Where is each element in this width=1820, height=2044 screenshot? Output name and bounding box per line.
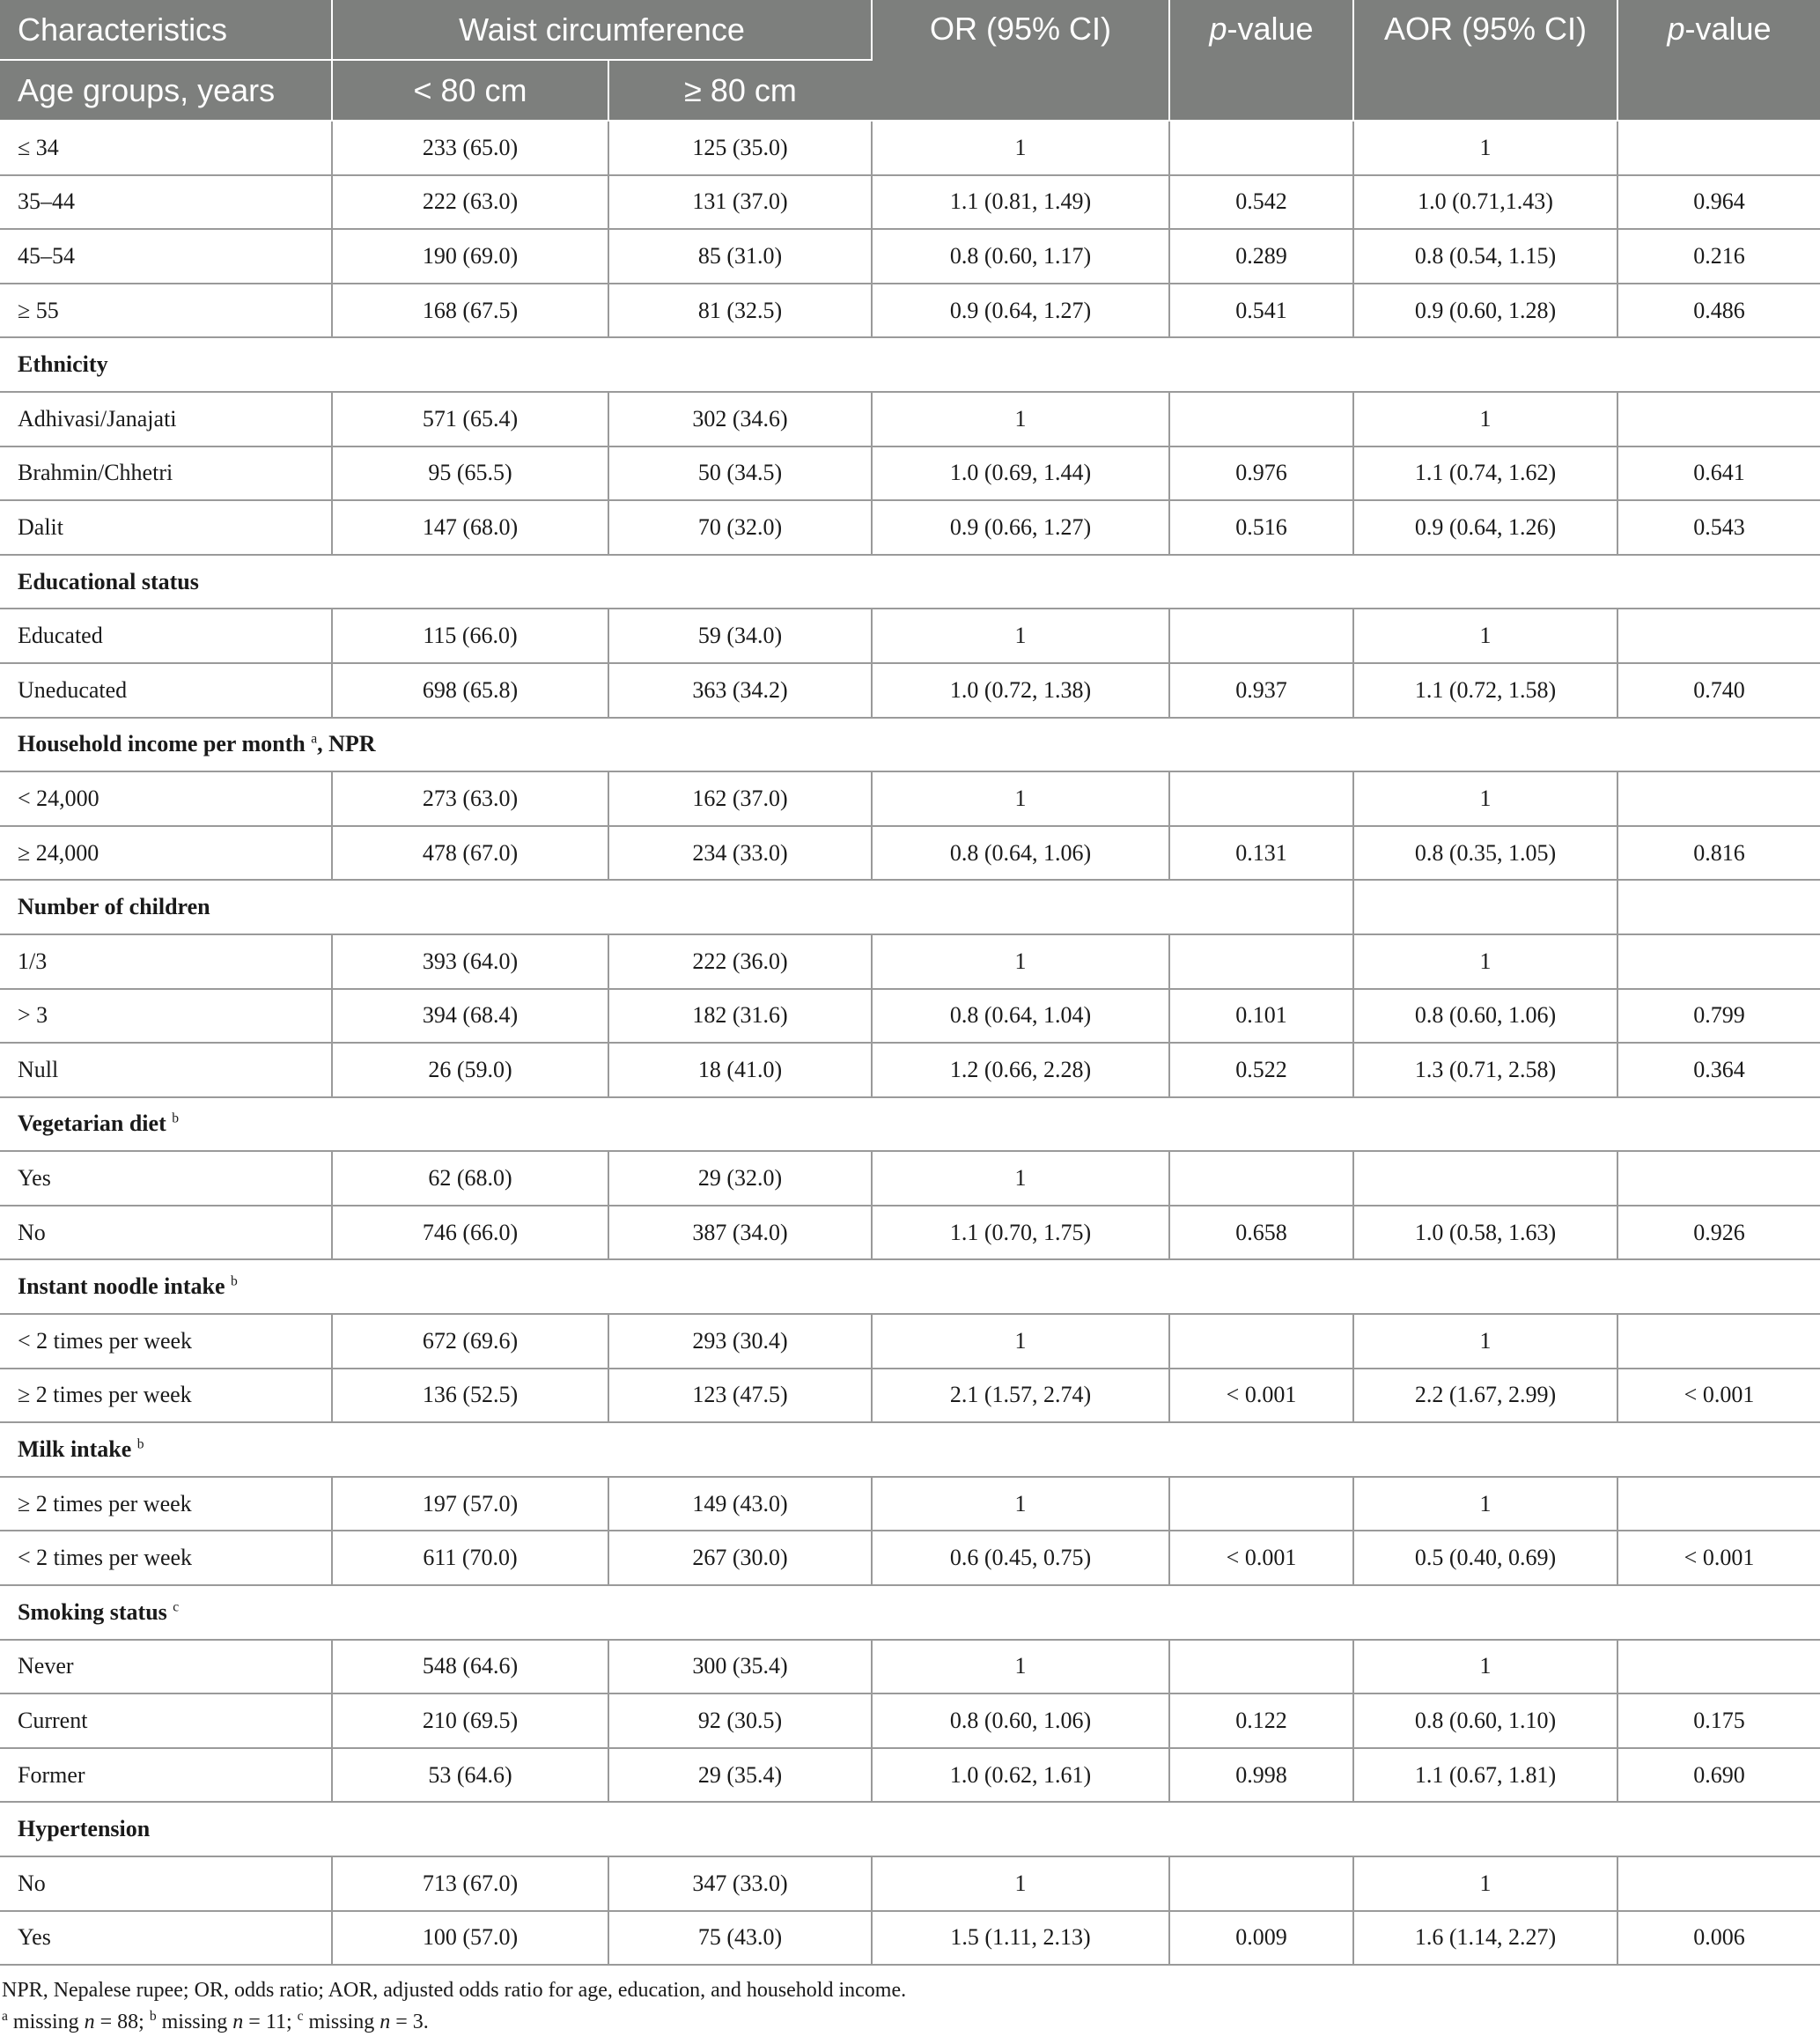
cell-p-value xyxy=(1169,1640,1353,1694)
table-row xyxy=(0,175,1820,230)
cell-lt80: 672 (69.6) xyxy=(332,1314,608,1369)
cell-ge80: 267 (30.0) xyxy=(608,1531,872,1585)
table-row xyxy=(0,1911,1820,1966)
table-row xyxy=(0,989,1820,1044)
cell-lt80: 713 (67.0) xyxy=(332,1856,608,1911)
header-characteristics: Characteristics xyxy=(0,0,332,60)
section-row xyxy=(0,1585,1820,1640)
cell-p-value: 0.289 xyxy=(1169,229,1353,284)
cell-ge80: 59 (34.0) xyxy=(608,609,872,663)
cell-ge80: 18 (41.0) xyxy=(608,1043,872,1097)
section-row xyxy=(0,1422,1820,1477)
row-label: < 2 times per week xyxy=(0,1531,332,1585)
section-row xyxy=(0,1259,1820,1314)
cell-adjusted-p-value xyxy=(1617,1856,1820,1911)
cell-lt80: 571 (65.4) xyxy=(332,392,608,446)
row-label: Educated xyxy=(0,609,332,663)
row-label: ≥ 2 times per week xyxy=(0,1369,332,1423)
cell-aor: 1 xyxy=(1353,1314,1617,1369)
cell-aor: 2.2 (1.67, 2.99) xyxy=(1353,1369,1617,1423)
cell-p-value xyxy=(1169,121,1353,175)
cell-aor xyxy=(1353,1151,1617,1206)
cell-lt80: 548 (64.6) xyxy=(332,1640,608,1694)
table-row xyxy=(0,1748,1820,1803)
cell-or: 0.9 (0.64, 1.27) xyxy=(872,284,1169,338)
cell-ge80: 347 (33.0) xyxy=(608,1856,872,1911)
cell-adjusted-p-value: 0.690 xyxy=(1617,1748,1820,1803)
table-row xyxy=(0,1640,1820,1694)
cell-adjusted-p-value: 0.816 xyxy=(1617,826,1820,881)
cell-p-value: 0.542 xyxy=(1169,175,1353,230)
section-footnote-mark: c xyxy=(173,1599,180,1615)
cell-ge80: 222 (36.0) xyxy=(608,934,872,989)
section-label xyxy=(0,555,1820,609)
cell-p-value xyxy=(1169,1151,1353,1206)
table-row xyxy=(0,1477,1820,1531)
cell-aor: 1.6 (1.14, 2.27) xyxy=(1353,1911,1617,1966)
table-row xyxy=(0,1043,1820,1097)
table-row xyxy=(0,1206,1820,1260)
table-body xyxy=(0,121,1820,1965)
cell-ge80: 29 (32.0) xyxy=(608,1151,872,1206)
table-row xyxy=(0,609,1820,663)
p-suffix: -value xyxy=(1684,11,1772,47)
cell-p-value xyxy=(1169,1314,1353,1369)
cell-lt80: 62 (68.0) xyxy=(332,1151,608,1206)
cell-lt80: 746 (66.0) xyxy=(332,1206,608,1260)
cell-or: 1.0 (0.69, 1.44) xyxy=(872,446,1169,501)
section-label xyxy=(0,1422,1820,1477)
cell-p-value: 0.122 xyxy=(1169,1693,1353,1748)
row-label: 35–44 xyxy=(0,175,332,230)
cell-or: 0.8 (0.64, 1.04) xyxy=(872,989,1169,1044)
section-label-text: Household income per month xyxy=(18,731,306,757)
cell-lt80: 393 (64.0) xyxy=(332,934,608,989)
cell-p-value: 0.101 xyxy=(1169,989,1353,1044)
cell-adjusted-p-value xyxy=(1617,121,1820,175)
table-row xyxy=(0,1856,1820,1911)
header-aor: AOR (95% CI) xyxy=(1353,0,1617,121)
cell-or: 0.8 (0.60, 1.06) xyxy=(872,1693,1169,1748)
cell-aor: 1 xyxy=(1353,1856,1617,1911)
cell-aor: 1.1 (0.67, 1.81) xyxy=(1353,1748,1617,1803)
section-label xyxy=(0,1802,1820,1856)
cell-or: 1 xyxy=(872,392,1169,446)
cell-aor: 1 xyxy=(1353,121,1617,175)
cell-or: 1.0 (0.62, 1.61) xyxy=(872,1748,1169,1803)
cell-lt80: 53 (64.6) xyxy=(332,1748,608,1803)
table-row xyxy=(0,1369,1820,1423)
cell-lt80: 478 (67.0) xyxy=(332,826,608,881)
p-suffix: -value xyxy=(1227,11,1314,47)
header-or: OR (95% CI) xyxy=(872,0,1169,121)
cell-ge80: 293 (30.4) xyxy=(608,1314,872,1369)
cell-or: 0.6 (0.45, 0.75) xyxy=(872,1531,1169,1585)
cell-or: 1.2 (0.66, 2.28) xyxy=(872,1043,1169,1097)
row-label: > 3 xyxy=(0,989,332,1044)
table-row xyxy=(0,934,1820,989)
cell-lt80: 147 (68.0) xyxy=(332,500,608,555)
section-empty-cell xyxy=(1353,880,1617,934)
cell-lt80: 394 (68.4) xyxy=(332,989,608,1044)
cell-p-value xyxy=(1169,934,1353,989)
row-label: ≥ 24,000 xyxy=(0,826,332,881)
row-label: Former xyxy=(0,1748,332,1803)
cell-aor: 0.8 (0.35, 1.05) xyxy=(1353,826,1617,881)
row-label: < 24,000 xyxy=(0,771,332,826)
cell-p-value xyxy=(1169,609,1353,663)
row-label: 45–54 xyxy=(0,229,332,284)
footnote-text: missing xyxy=(156,2011,233,2034)
cell-ge80: 363 (34.2) xyxy=(608,663,872,718)
cell-p-value xyxy=(1169,1477,1353,1531)
cell-adjusted-p-value: < 0.001 xyxy=(1617,1369,1820,1423)
row-label: No xyxy=(0,1206,332,1260)
cell-aor: 0.9 (0.64, 1.26) xyxy=(1353,500,1617,555)
table-row xyxy=(0,284,1820,338)
header-row-1 xyxy=(0,0,1820,60)
cell-adjusted-p-value xyxy=(1617,1640,1820,1694)
cell-adjusted-p-value: 0.543 xyxy=(1617,500,1820,555)
p-italic: p xyxy=(1667,11,1685,47)
table-row xyxy=(0,121,1820,175)
cell-lt80: 115 (66.0) xyxy=(332,609,608,663)
section-label-text: Educational status xyxy=(18,568,199,594)
cell-ge80: 75 (43.0) xyxy=(608,1911,872,1966)
section-row xyxy=(0,337,1820,392)
table-row xyxy=(0,1693,1820,1748)
footnote-n: n xyxy=(379,2011,391,2034)
cell-ge80: 50 (34.5) xyxy=(608,446,872,501)
header-p-value xyxy=(1169,0,1353,121)
footnote-value: = 88; xyxy=(94,2011,150,2034)
header-lt80: < 80 cm xyxy=(332,60,608,121)
section-footnote-mark: b xyxy=(231,1273,238,1289)
footnote-value: = 3. xyxy=(390,2011,429,2034)
cell-lt80: 168 (67.5) xyxy=(332,284,608,338)
cell-lt80: 233 (65.0) xyxy=(332,121,608,175)
cell-adjusted-p-value xyxy=(1617,771,1820,826)
section-row xyxy=(0,1802,1820,1856)
cell-aor: 1.0 (0.71,1.43) xyxy=(1353,175,1617,230)
cell-or: 2.1 (1.57, 2.74) xyxy=(872,1369,1169,1423)
section-label-text: Hypertension xyxy=(18,1816,151,1842)
row-label: No xyxy=(0,1856,332,1911)
cell-adjusted-p-value: < 0.001 xyxy=(1617,1531,1820,1585)
footnote-mark-b: b xyxy=(149,2009,157,2025)
table-row xyxy=(0,229,1820,284)
section-label xyxy=(0,1097,1820,1152)
section-label-text: Instant noodle intake xyxy=(18,1273,225,1300)
footnote-value: = 11; xyxy=(243,2011,298,2034)
cell-aor: 1 xyxy=(1353,934,1617,989)
cell-adjusted-p-value xyxy=(1617,1151,1820,1206)
cell-adjusted-p-value: 0.641 xyxy=(1617,446,1820,501)
cell-p-value: 0.131 xyxy=(1169,826,1353,881)
cell-adjusted-p-value: 0.486 xyxy=(1617,284,1820,338)
cell-adjusted-p-value xyxy=(1617,1314,1820,1369)
row-label: Never xyxy=(0,1640,332,1694)
cell-ge80: 131 (37.0) xyxy=(608,175,872,230)
table-row xyxy=(0,1314,1820,1369)
cell-ge80: 302 (34.6) xyxy=(608,392,872,446)
cell-lt80: 95 (65.5) xyxy=(332,446,608,501)
cell-p-value: < 0.001 xyxy=(1169,1369,1353,1423)
table-row xyxy=(0,663,1820,718)
table-header xyxy=(0,0,1820,121)
cell-or: 0.8 (0.64, 1.06) xyxy=(872,826,1169,881)
footnote-mark-a: a xyxy=(2,2009,8,2025)
cell-ge80: 162 (37.0) xyxy=(608,771,872,826)
row-label: 1/3 xyxy=(0,934,332,989)
section-label xyxy=(0,337,1820,392)
cell-p-value: 0.658 xyxy=(1169,1206,1353,1260)
cell-or: 1.1 (0.70, 1.75) xyxy=(872,1206,1169,1260)
section-row xyxy=(0,1097,1820,1152)
row-label: Yes xyxy=(0,1151,332,1206)
cell-or: 1 xyxy=(872,1477,1169,1531)
section-label-suffix: , NPR xyxy=(317,731,376,757)
cell-adjusted-p-value xyxy=(1617,609,1820,663)
header-waist-circumference: Waist circumference xyxy=(332,0,872,60)
section-row xyxy=(0,555,1820,609)
cell-p-value xyxy=(1169,392,1353,446)
cell-p-value: < 0.001 xyxy=(1169,1531,1353,1585)
cell-adjusted-p-value: 0.926 xyxy=(1617,1206,1820,1260)
section-label-text: Vegetarian diet xyxy=(18,1111,166,1137)
row-label: Current xyxy=(0,1693,332,1748)
cell-lt80: 190 (69.0) xyxy=(332,229,608,284)
cell-lt80: 26 (59.0) xyxy=(332,1043,608,1097)
cell-aor: 1.0 (0.58, 1.63) xyxy=(1353,1206,1617,1260)
cell-p-value: 0.976 xyxy=(1169,446,1353,501)
cell-or: 1 xyxy=(872,934,1169,989)
section-label-text: Milk intake xyxy=(18,1436,132,1463)
section-label xyxy=(0,880,1353,934)
cell-ge80: 149 (43.0) xyxy=(608,1477,872,1531)
cell-or: 0.9 (0.66, 1.27) xyxy=(872,500,1169,555)
cell-p-value: 0.522 xyxy=(1169,1043,1353,1097)
cell-aor: 0.8 (0.60, 1.10) xyxy=(1353,1693,1617,1748)
cell-p-value: 0.009 xyxy=(1169,1911,1353,1966)
cell-or: 1 xyxy=(872,1314,1169,1369)
cell-aor: 1.1 (0.72, 1.58) xyxy=(1353,663,1617,718)
cell-aor: 0.5 (0.40, 0.69) xyxy=(1353,1531,1617,1585)
cell-or: 1 xyxy=(872,121,1169,175)
section-label xyxy=(0,718,1820,772)
cell-lt80: 611 (70.0) xyxy=(332,1531,608,1585)
cell-ge80: 92 (30.5) xyxy=(608,1693,872,1748)
section-label-text: Ethnicity xyxy=(18,351,108,378)
header-adjusted-p-value xyxy=(1617,0,1820,121)
cell-aor: 1 xyxy=(1353,771,1617,826)
table-row xyxy=(0,500,1820,555)
cell-aor: 1 xyxy=(1353,1477,1617,1531)
table-row xyxy=(0,392,1820,446)
cell-ge80: 234 (33.0) xyxy=(608,826,872,881)
section-label-text: Smoking status xyxy=(18,1598,167,1625)
cell-adjusted-p-value: 0.364 xyxy=(1617,1043,1820,1097)
cell-p-value xyxy=(1169,1856,1353,1911)
cell-or: 1 xyxy=(872,1640,1169,1694)
footnote-text: missing xyxy=(7,2011,85,2034)
section-row xyxy=(0,880,1820,934)
cell-adjusted-p-value xyxy=(1617,1477,1820,1531)
section-label-text: Number of children xyxy=(18,894,210,920)
cell-aor: 0.8 (0.54, 1.15) xyxy=(1353,229,1617,284)
section-empty-cell xyxy=(1617,880,1820,934)
cell-adjusted-p-value: 0.799 xyxy=(1617,989,1820,1044)
cell-ge80: 70 (32.0) xyxy=(608,500,872,555)
footnote-n: n xyxy=(232,2011,244,2034)
cell-aor: 1 xyxy=(1353,609,1617,663)
p-italic: p xyxy=(1209,11,1227,47)
cell-or: 1.0 (0.72, 1.38) xyxy=(872,663,1169,718)
section-row xyxy=(0,718,1820,772)
footnote-missing xyxy=(0,2006,1820,2038)
row-label: Dalit xyxy=(0,500,332,555)
cell-ge80: 387 (34.0) xyxy=(608,1206,872,1260)
section-footnote-mark: b xyxy=(136,1436,144,1452)
cell-lt80: 222 (63.0) xyxy=(332,175,608,230)
cell-p-value: 0.937 xyxy=(1169,663,1353,718)
cell-or: 1 xyxy=(872,771,1169,826)
row-label: Yes xyxy=(0,1911,332,1966)
cell-or: 1 xyxy=(872,1151,1169,1206)
cell-lt80: 210 (69.5) xyxy=(332,1693,608,1748)
row-label: Null xyxy=(0,1043,332,1097)
row-label: ≥ 2 times per week xyxy=(0,1477,332,1531)
cell-ge80: 123 (47.5) xyxy=(608,1369,872,1423)
table-row xyxy=(0,1151,1820,1206)
cell-p-value: 0.516 xyxy=(1169,500,1353,555)
header-ge80: ≥ 80 cm xyxy=(608,60,872,121)
cell-p-value xyxy=(1169,771,1353,826)
row-label: Brahmin/Chhetri xyxy=(0,446,332,501)
cell-lt80: 197 (57.0) xyxy=(332,1477,608,1531)
cell-aor: 1 xyxy=(1353,392,1617,446)
table-row xyxy=(0,446,1820,501)
row-label: Uneducated xyxy=(0,663,332,718)
cell-or: 1 xyxy=(872,609,1169,663)
cell-ge80: 81 (32.5) xyxy=(608,284,872,338)
footnote-text: missing xyxy=(303,2011,380,2034)
cell-or: 0.8 (0.60, 1.17) xyxy=(872,229,1169,284)
cell-lt80: 136 (52.5) xyxy=(332,1369,608,1423)
cell-aor: 0.8 (0.60, 1.06) xyxy=(1353,989,1617,1044)
row-label: ≥ 55 xyxy=(0,284,332,338)
cell-adjusted-p-value: 0.216 xyxy=(1617,229,1820,284)
cell-adjusted-p-value: 0.175 xyxy=(1617,1693,1820,1748)
footnote-abbreviations: NPR, Nepalese rupee; OR, odds ratio; AOR, adjusted odds ratio for age, education, and household income. xyxy=(2,1979,907,2003)
section-footnote-mark: a xyxy=(311,731,318,747)
section-footnote-mark: b xyxy=(172,1111,180,1126)
section-label xyxy=(0,1259,1820,1314)
cell-aor: 0.9 (0.60, 1.28) xyxy=(1353,284,1617,338)
header-age-groups: Age groups, years xyxy=(0,60,332,121)
cell-ge80: 29 (35.4) xyxy=(608,1748,872,1803)
footnote-mark-c: c xyxy=(297,2009,304,2025)
row-label: ≤ 34 xyxy=(0,121,332,175)
section-label xyxy=(0,1585,1820,1640)
cell-lt80: 273 (63.0) xyxy=(332,771,608,826)
cell-p-value: 0.998 xyxy=(1169,1748,1353,1803)
cell-or: 1.1 (0.81, 1.49) xyxy=(872,175,1169,230)
cell-p-value: 0.541 xyxy=(1169,284,1353,338)
cell-ge80: 85 (31.0) xyxy=(608,229,872,284)
cell-aor: 1.1 (0.74, 1.62) xyxy=(1353,446,1617,501)
table-row xyxy=(0,771,1820,826)
cell-aor: 1 xyxy=(1353,1640,1617,1694)
cell-adjusted-p-value: 0.740 xyxy=(1617,663,1820,718)
cell-adjusted-p-value: 0.964 xyxy=(1617,175,1820,230)
cell-lt80: 100 (57.0) xyxy=(332,1911,608,1966)
cell-or: 1.5 (1.11, 2.13) xyxy=(872,1911,1169,1966)
cell-adjusted-p-value xyxy=(1617,392,1820,446)
table-row xyxy=(0,826,1820,881)
cell-adjusted-p-value xyxy=(1617,934,1820,989)
cell-or: 1 xyxy=(872,1856,1169,1911)
footnote-n: n xyxy=(84,2011,95,2034)
cell-ge80: 300 (35.4) xyxy=(608,1640,872,1694)
cell-adjusted-p-value: 0.006 xyxy=(1617,1911,1820,1966)
row-label: < 2 times per week xyxy=(0,1314,332,1369)
cell-lt80: 698 (65.8) xyxy=(332,663,608,718)
cell-aor: 1.3 (0.71, 2.58) xyxy=(1353,1043,1617,1097)
row-label: Adhivasi/Janajati xyxy=(0,392,332,446)
table-row xyxy=(0,1531,1820,1585)
cell-ge80: 182 (31.6) xyxy=(608,989,872,1044)
cell-ge80: 125 (35.0) xyxy=(608,121,872,175)
